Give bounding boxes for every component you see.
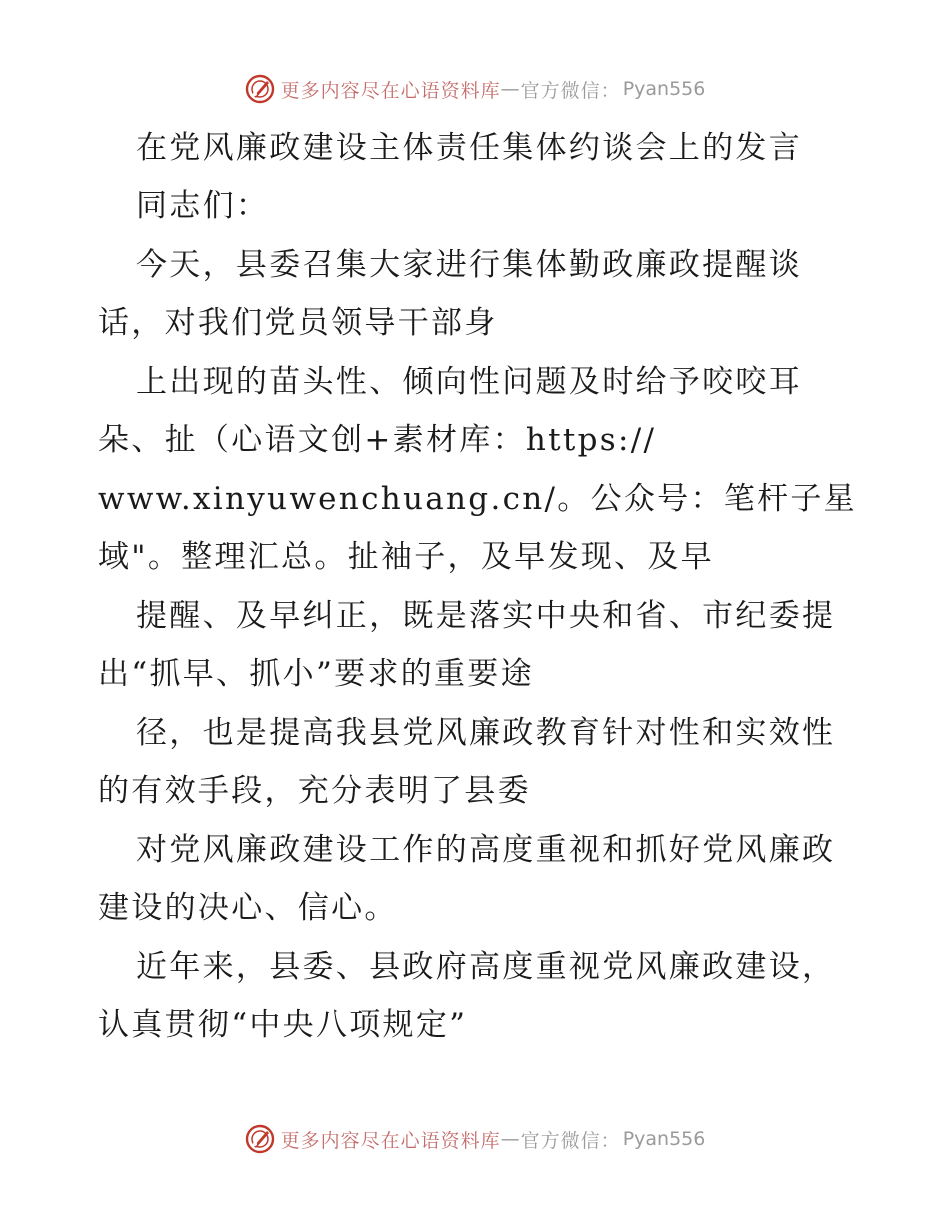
watermark-dash: —	[500, 78, 521, 100]
watermark-dash: —	[500, 1128, 521, 1150]
pen-nib-logo-icon	[245, 74, 275, 104]
paragraph-line: 的有效手段，充分表明了县委	[98, 773, 531, 809]
watermark-gray-text: 官方微信：	[520, 79, 621, 102]
watermark-red-text: 更多内容尽在心语资料库	[280, 1129, 501, 1152]
paragraph-line: 话，对我们党员领导干部身	[98, 305, 498, 341]
footer-watermark	[0, 1124, 950, 1154]
watermark-id: Pyan556	[622, 1128, 706, 1150]
paragraph-line: 对党风廉政建设工作的高度重视和抓好党风廉政	[136, 832, 836, 868]
watermark-id: Pyan556	[622, 78, 706, 100]
paragraph-line: 上出现的苗头性、倾向性问题及时给予咬咬耳	[136, 364, 802, 400]
paragraph-line: 认真贯彻“中央八项规定”	[98, 1007, 468, 1043]
pen-nib-logo-icon	[245, 1124, 275, 1154]
watermark-gray-text: 官方微信：	[520, 1129, 621, 1152]
paragraph-line: 建设的决心、信心。	[98, 890, 398, 926]
header-watermark	[0, 74, 950, 104]
paragraph-line: 近年来，县委、县政府高度重视党风廉政建设，	[136, 949, 836, 985]
paragraph-line: 提醒、及早纠正，既是落实中央和省、市纪委提	[136, 598, 836, 634]
paragraph-line: www.xinyuwenchuang.cn/。公众号：笔杆子星	[98, 481, 857, 517]
paragraph-line: 朵、扯（心语文创+素材库：https://	[98, 422, 657, 458]
paragraph-line: 径，也是提高我县党风廉政教育针对性和实效性	[136, 715, 836, 751]
paragraph-line: 今天，县委召集大家进行集体勤政廉政提醒谈	[136, 247, 802, 283]
paragraph-line: 出“抓早、抓小”要求的重要途	[98, 656, 534, 692]
salutation-line: 同志们：	[136, 188, 270, 224]
paragraph-line: 域"。整理汇总。扯袖子，及早发现、及早	[98, 539, 714, 575]
document-title: 在党风廉政建设主体责任集体约谈会上的发言	[136, 130, 802, 166]
watermark-red-text: 更多内容尽在心语资料库	[280, 79, 501, 102]
